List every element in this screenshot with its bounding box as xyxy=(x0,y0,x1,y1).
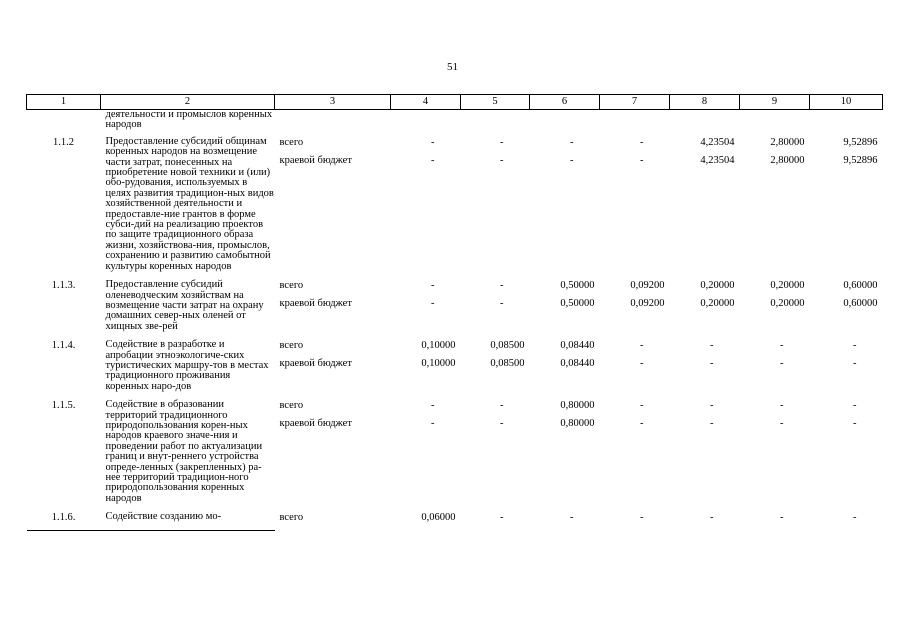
value: - xyxy=(570,154,574,166)
value: - xyxy=(853,340,857,352)
value: 0,10000 xyxy=(421,340,456,352)
value: 0,60000 xyxy=(843,280,878,292)
value: - xyxy=(500,154,504,166)
value: - xyxy=(780,358,784,370)
value-cell xyxy=(670,338,740,398)
value-cell xyxy=(461,135,530,278)
value: 0,20000 xyxy=(700,280,735,292)
row-number: 1.1.5. xyxy=(51,400,76,412)
table-body xyxy=(27,110,883,531)
value: - xyxy=(780,418,784,430)
value: 0,08440 xyxy=(560,340,595,352)
header-cell: 5 xyxy=(461,95,530,110)
value: 4,23504 xyxy=(700,154,735,166)
row-description: Содействие в разработке и апробации этноэкологиче-ских туристических маршру-тов в местах традиционного проживания коренных наро-дов xyxy=(105,339,269,392)
value-cell xyxy=(461,278,530,338)
value-cell xyxy=(461,338,530,398)
header-cell: 9 xyxy=(740,95,810,110)
value: - xyxy=(500,512,504,524)
value: - xyxy=(853,418,857,430)
row-description: Предоставление субсидий общинам коренных народов на возмещение части затрат, понесенных на приобретение новой техники и (или) обо-рудования, используемых в целях развития традицион-ных видов хозяйственной деятельности и предоставле-ние грантов в форме субси-дий на реализацию проектов по защите традиционного образа жизни, хозяйствова-ния, промыслов, сохранению и развитию самобытной культуры коренных народов xyxy=(105,135,274,272)
value: 9,52896 xyxy=(843,136,878,148)
value: 0,09200 xyxy=(630,280,665,292)
value: - xyxy=(500,418,504,430)
funding-source: всего xyxy=(279,340,304,352)
value: - xyxy=(710,340,714,352)
continuation-text: деятельности и промыслов коренных народов xyxy=(105,109,273,131)
value: - xyxy=(431,298,435,310)
funding-source: краевой бюджет xyxy=(279,418,352,430)
header-cell: 7 xyxy=(600,95,670,110)
value: - xyxy=(431,418,435,430)
funding-source: краевой бюджет xyxy=(279,358,352,370)
value: - xyxy=(500,280,504,292)
value-cell xyxy=(600,338,670,398)
value-cell xyxy=(600,398,670,510)
row-description: Содействие созданию мо- xyxy=(101,510,275,530)
value-cell xyxy=(530,398,600,510)
value: - xyxy=(853,400,857,412)
value: - xyxy=(431,400,435,412)
value: 0,20000 xyxy=(770,280,805,292)
value: - xyxy=(780,400,784,412)
value: - xyxy=(431,280,435,292)
value: - xyxy=(710,400,714,412)
funding-source: краевой бюджет xyxy=(279,154,352,166)
value: - xyxy=(431,136,435,148)
value: - xyxy=(500,400,504,412)
value: 0,50000 xyxy=(560,298,595,310)
value: - xyxy=(853,358,857,370)
value-cell xyxy=(670,135,740,278)
value: 0,60000 xyxy=(843,298,878,310)
value-cell xyxy=(740,278,810,338)
funding-source-cell xyxy=(275,338,391,398)
value: 2,80000 xyxy=(770,154,805,166)
value: 0,80000 xyxy=(560,400,595,412)
continuation-row xyxy=(27,110,883,135)
value-cell xyxy=(740,398,810,510)
header-cell: 10 xyxy=(810,95,883,110)
row-number: 1.1.2 xyxy=(53,136,74,148)
funding-source: всего xyxy=(279,136,304,148)
header-row xyxy=(27,95,883,110)
value: - xyxy=(780,512,784,524)
value-cell xyxy=(391,135,461,278)
row-number: 1.1.4. xyxy=(51,340,76,352)
value-cell xyxy=(600,510,670,530)
value-cell xyxy=(530,510,600,530)
row-description: Содействие в образовании территорий традиционного природопользования корен-ных народов краевого значе-ния и проведении работ по актуализации границ и внут-реннего устройства опреде-ленных (закрепленных) ра-нее территорий традицион-ного природопользования коренных народов xyxy=(105,399,263,504)
page-number: 51 xyxy=(447,61,458,73)
value: - xyxy=(710,512,714,524)
value: - xyxy=(640,136,644,148)
value-cell xyxy=(391,510,461,530)
value-cell xyxy=(670,278,740,338)
value: 2,80000 xyxy=(770,136,805,148)
value: - xyxy=(640,400,644,412)
value: - xyxy=(431,154,435,166)
program-table xyxy=(26,94,883,531)
table-row xyxy=(27,135,883,278)
funding-source: всего xyxy=(279,400,304,412)
value: - xyxy=(853,512,857,524)
value: 0,50000 xyxy=(560,280,595,292)
value-cell xyxy=(530,278,600,338)
value-cell xyxy=(810,135,883,278)
value: - xyxy=(570,136,574,148)
funding-source: всего xyxy=(279,512,304,524)
value: - xyxy=(500,136,504,148)
value-cell xyxy=(810,510,883,530)
value: 4,23504 xyxy=(700,136,735,148)
value: - xyxy=(640,418,644,430)
value-cell xyxy=(600,135,670,278)
value: 9,52896 xyxy=(843,154,878,166)
value: 0,08440 xyxy=(560,358,595,370)
value-cell xyxy=(391,398,461,510)
funding-source-cell xyxy=(275,398,391,510)
header-cell: 3 xyxy=(275,95,391,110)
value-cell xyxy=(530,338,600,398)
header-cell: 4 xyxy=(391,95,461,110)
value: 0,20000 xyxy=(700,298,735,310)
table-row xyxy=(27,338,883,398)
header-cell: 6 xyxy=(530,95,600,110)
value: 0,09200 xyxy=(630,298,665,310)
funding-source-cell xyxy=(275,278,391,338)
value-cell xyxy=(810,338,883,398)
funding-source-cell xyxy=(275,135,391,278)
value: - xyxy=(710,418,714,430)
value: - xyxy=(570,512,574,524)
funding-source: всего xyxy=(279,280,304,292)
header-cell: 1 xyxy=(27,95,101,110)
value-cell xyxy=(391,278,461,338)
value-cell xyxy=(670,398,740,510)
header-cell: 2 xyxy=(101,95,275,110)
value-cell xyxy=(461,398,530,510)
value-cell xyxy=(740,135,810,278)
value-cell xyxy=(600,278,670,338)
funding-source: краевой бюджет xyxy=(279,298,352,310)
table-row xyxy=(27,510,883,530)
value-cell xyxy=(740,338,810,398)
header-cell: 8 xyxy=(670,95,740,110)
value: - xyxy=(640,154,644,166)
value-cell xyxy=(670,510,740,530)
table-row xyxy=(27,398,883,510)
value: 0,06000 xyxy=(421,512,456,524)
value-cell xyxy=(740,510,810,530)
value-cell xyxy=(810,278,883,338)
value: 0,20000 xyxy=(770,298,805,310)
value: - xyxy=(640,340,644,352)
funding-source-cell xyxy=(275,510,391,530)
value: - xyxy=(780,340,784,352)
value: - xyxy=(640,358,644,370)
value: - xyxy=(710,358,714,370)
value: - xyxy=(640,512,644,524)
row-number: 1.1.3. xyxy=(51,280,76,292)
value: 0,10000 xyxy=(421,358,456,370)
table-row xyxy=(27,278,883,338)
value-cell xyxy=(461,510,530,530)
value: 0,08500 xyxy=(490,358,525,370)
value: 0,80000 xyxy=(560,418,595,430)
value: 0,08500 xyxy=(490,340,525,352)
row-description: Предоставление субсидий оленеводческим хозяйствам на возмещение части затрат на охрану домашних север-ных оленей от хищных зве-рей xyxy=(105,279,264,332)
row-number: 1.1.6. xyxy=(27,510,101,530)
value-cell xyxy=(391,338,461,398)
value: - xyxy=(500,298,504,310)
program-table-container xyxy=(26,94,882,531)
value-cell xyxy=(530,135,600,278)
value-cell xyxy=(810,398,883,510)
